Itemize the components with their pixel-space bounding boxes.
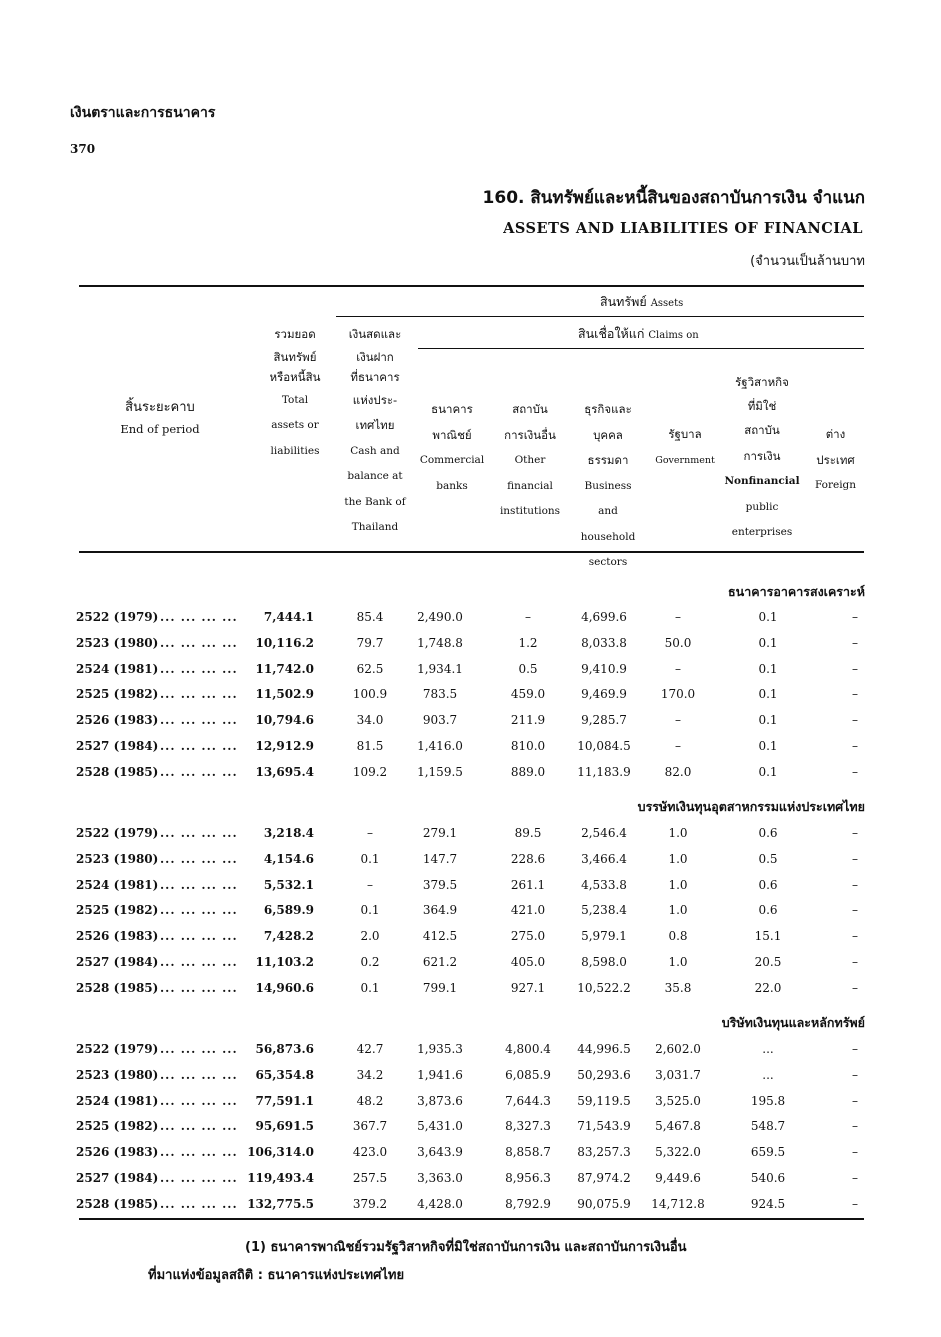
business-cell: 2,546.4	[581, 826, 627, 840]
nfpe-cell: 0.6	[758, 877, 778, 892]
nfpe-cell: 0.1	[758, 764, 778, 779]
commercial-cell: 5,431.0	[417, 1119, 463, 1134]
business-cell: 90,075.9	[577, 1196, 631, 1211]
period-cell: 2524 (1981)	[76, 1093, 159, 1108]
total-cell: 5,532.1	[263, 877, 314, 892]
total-cell: 4,154.6	[263, 851, 314, 866]
cash-cell: 34.2	[356, 1067, 384, 1082]
government-cell: 1.0	[668, 826, 688, 840]
commercial-cell: 621.2	[422, 955, 458, 969]
government-cell: 50.0	[664, 635, 692, 650]
business-cell: 5,238.4	[581, 903, 627, 918]
cash-cell: 109.2	[352, 764, 388, 779]
foreign-cell: –	[852, 929, 858, 944]
total-cell: 11,103.2	[255, 955, 314, 969]
table-row	[0, 1119, 941, 1139]
government-cell: 82.0	[664, 764, 692, 779]
table-row	[0, 687, 941, 707]
business-cell: 83,257.3	[577, 1145, 631, 1160]
total-cell: 77,591.1	[255, 1093, 314, 1108]
foreign-cell: –	[852, 610, 858, 624]
table-row	[0, 826, 941, 846]
business-cell: 9,285.7	[581, 713, 627, 728]
cash-cell: 48.2	[356, 1093, 384, 1108]
cash-cell: –	[367, 877, 373, 892]
cash-cell: 0.2	[360, 955, 380, 969]
leader-dots: ... ... ... ...	[160, 661, 238, 676]
cash-cell: 100.9	[352, 687, 388, 702]
foreign-cell: –	[852, 1042, 858, 1056]
other-fi-cell: 405.0	[510, 955, 546, 969]
other-fi-cell: 8,858.7	[505, 1145, 551, 1160]
nfpe-cell: 195.8	[750, 1093, 786, 1108]
table-row	[0, 1068, 941, 1088]
period-cell: 2522 (1979)	[76, 610, 159, 624]
period-cell: 2524 (1981)	[76, 661, 159, 676]
cash-cell: 0.1	[360, 980, 380, 995]
foreign-cell: –	[852, 851, 858, 866]
period-cell: 2526 (1983)	[76, 713, 159, 728]
government-cell: 1.0	[668, 955, 688, 969]
government-cell: 3,031.7	[655, 1067, 701, 1082]
total-cell: 95,691.5	[255, 1119, 314, 1134]
table-row	[0, 713, 941, 733]
other-fi-cell: 810.0	[510, 739, 546, 753]
period-cell: 2528 (1985)	[76, 764, 159, 779]
other-fi-cell: 6,085.9	[505, 1067, 551, 1082]
government-header: รัฐบาล Government	[655, 427, 715, 466]
other-fi-cell: 8,327.3	[505, 1119, 551, 1134]
nfpe-cell: ...	[762, 1067, 774, 1082]
foreign-cell: –	[852, 713, 858, 728]
other-fi-cell: 421.0	[510, 903, 546, 918]
book-title: เงินตราและการธนาคาร	[70, 105, 216, 121]
period-cell: 2525 (1982)	[76, 903, 159, 918]
commercial-cell: 412.5	[422, 929, 458, 944]
government-cell: 5,322.0	[655, 1145, 701, 1160]
period-cell: 2524 (1981)	[76, 877, 159, 892]
nfpe-cell: 0.5	[758, 851, 778, 866]
nfpe-cell: 540.6	[750, 1171, 786, 1185]
total-cell: 56,873.6	[255, 1042, 314, 1056]
table-row	[0, 610, 941, 630]
foreign-cell: –	[852, 1196, 858, 1211]
table-row	[0, 903, 941, 923]
total-cell: 6,589.9	[263, 903, 314, 918]
period-cell: 2523 (1980)	[76, 1067, 159, 1082]
table-row	[0, 1197, 941, 1217]
total-cell: 14,960.6	[255, 980, 314, 995]
cash-cell: 367.7	[352, 1119, 388, 1134]
government-cell: –	[675, 713, 681, 728]
other-fi-cell: 889.0	[510, 764, 546, 779]
leader-dots: ... ... ... ...	[160, 1119, 238, 1134]
government-cell: 3,525.0	[655, 1093, 701, 1108]
table-row	[0, 929, 941, 949]
table-row	[0, 878, 941, 898]
business-cell: 87,974.2	[577, 1171, 631, 1185]
leader-dots: ... ... ... ...	[160, 739, 238, 753]
foreign-cell: –	[852, 635, 858, 650]
business-cell: 71,543.9	[577, 1119, 631, 1134]
business-cell: 59,119.5	[577, 1093, 631, 1108]
nfpe-cell: 0.6	[758, 826, 778, 840]
foreign-cell: –	[852, 764, 858, 779]
nfpe-cell: 924.5	[750, 1196, 786, 1211]
commercial-cell: 1,748.8	[417, 635, 463, 650]
other-fi-cell: 261.1	[510, 877, 546, 892]
nfpe-cell: 0.1	[758, 739, 778, 753]
nfpe-cell: 0.6	[758, 903, 778, 918]
other-fi-cell: 211.9	[510, 713, 546, 728]
section-title-finance-companies: บริษัทเงินทุนและหลักทรัพย์	[721, 1015, 865, 1030]
leader-dots: ... ... ... ...	[160, 903, 238, 918]
foreign-cell: –	[852, 661, 858, 676]
table-top-rule	[79, 285, 864, 287]
period-cell: 2525 (1982)	[76, 1119, 159, 1134]
other-fi-cell: 459.0	[510, 687, 546, 702]
claims-underline	[418, 348, 864, 349]
business-cell: 9,469.9	[581, 687, 627, 702]
government-cell: 1.0	[668, 851, 688, 866]
foreign-cell: –	[852, 903, 858, 918]
total-cell: 10,116.2	[255, 635, 314, 650]
nfpe-cell: ...	[762, 1042, 774, 1056]
cash-cell: 85.4	[356, 610, 384, 624]
commercial-cell: 379.5	[422, 877, 458, 892]
period-cell: 2525 (1982)	[76, 687, 159, 702]
table-row	[0, 765, 941, 785]
table-row	[0, 981, 941, 1001]
total-cell: 12,912.9	[255, 739, 314, 753]
cash-cell: 79.7	[356, 635, 384, 650]
commercial-header: ธนาคาร พาณิชย์ Commercial banks	[419, 402, 485, 492]
government-cell: 2,602.0	[655, 1042, 701, 1056]
leader-dots: ... ... ... ...	[160, 980, 238, 995]
leader-dots: ... ... ... ...	[160, 713, 238, 728]
total-cell: 10,794.6	[255, 713, 314, 728]
period-cell: 2523 (1980)	[76, 851, 159, 866]
government-cell: 14,712.8	[651, 1196, 705, 1211]
total-cell: 132,775.5	[247, 1196, 314, 1211]
total-cell: 13,695.4	[255, 764, 314, 779]
table-title-english: ASSETS AND LIABILITIES OF FINANCIAL	[503, 220, 863, 237]
table-row	[0, 1042, 941, 1062]
nfpe-header: รัฐวิสาหกิจ ที่มิใช่ สถาบัน การเงิน Nonfinancial public enterprises	[724, 375, 800, 538]
leader-dots: ... ... ... ...	[160, 1093, 238, 1108]
commercial-cell: 783.5	[422, 687, 458, 702]
foreign-cell: –	[852, 1067, 858, 1082]
table-row	[0, 852, 941, 872]
other-fi-cell: 275.0	[510, 929, 546, 944]
nfpe-cell: 0.1	[758, 713, 778, 728]
other-fi-cell: 1.2	[518, 635, 538, 650]
other-fi-header: สถาบัน การเงินอื่น Other financial institutions	[499, 402, 561, 517]
commercial-cell: 799.1	[422, 980, 458, 995]
page-number: 370	[70, 142, 96, 156]
business-cell: 8,598.0	[581, 955, 627, 969]
commercial-cell: 3,363.0	[417, 1171, 463, 1185]
government-cell: 5,467.8	[655, 1119, 701, 1134]
table-row	[0, 739, 941, 759]
business-cell: 44,996.5	[577, 1042, 631, 1056]
business-cell: 3,466.4	[581, 851, 627, 866]
commercial-cell: 1,941.6	[417, 1067, 463, 1082]
leader-dots: ... ... ... ...	[160, 687, 238, 702]
leader-dots: ... ... ... ...	[160, 826, 238, 840]
business-cell: 50,293.6	[577, 1067, 631, 1082]
nfpe-cell: 659.5	[750, 1145, 786, 1160]
leader-dots: ... ... ... ...	[160, 1171, 238, 1185]
assets-underline	[336, 316, 864, 317]
period-cell: 2527 (1984)	[76, 739, 159, 753]
foreign-cell: –	[852, 1171, 858, 1185]
cash-cell: 257.5	[352, 1171, 388, 1185]
period-cell: 2526 (1983)	[76, 929, 159, 944]
commercial-cell: 903.7	[422, 713, 458, 728]
business-cell: 4,699.6	[581, 610, 627, 624]
total-cell: 7,444.1	[263, 610, 314, 624]
nfpe-cell: 548.7	[750, 1119, 786, 1134]
government-cell: –	[675, 661, 681, 676]
assets-header: สินทรัพย์ Assets	[600, 294, 684, 309]
business-cell: 10,522.2	[577, 980, 631, 995]
cash-cell: –	[367, 826, 373, 840]
commercial-cell: 1,935.3	[417, 1042, 463, 1056]
other-fi-cell: 927.1	[510, 980, 546, 995]
leader-dots: ... ... ... ...	[160, 1042, 238, 1056]
leader-dots: ... ... ... ...	[160, 929, 238, 944]
total-cell: 106,314.0	[247, 1145, 314, 1160]
leader-dots: ... ... ... ...	[160, 1145, 238, 1160]
period-cell: 2522 (1979)	[76, 1042, 159, 1056]
header-bottom-rule	[79, 551, 864, 553]
foreign-cell: –	[852, 1145, 858, 1160]
foreign-cell: –	[852, 739, 858, 753]
government-cell: 35.8	[664, 980, 692, 995]
footnote: (1) ธนาคารพาณิชย์รวมรัฐวิสาหกิจที่มิใช่สถาบันการเงิน และสถาบันการเงินอื่น	[245, 1240, 687, 1255]
other-fi-cell: 0.5	[518, 661, 538, 676]
government-cell: 170.0	[660, 687, 696, 702]
source-note: ที่มาแห่งข้อมูลสถิติ : ธนาคารแห่งประเทศไทย	[148, 1268, 405, 1283]
nfpe-cell: 0.1	[758, 635, 778, 650]
cash-cell: 423.0	[352, 1145, 388, 1160]
table-row	[0, 1094, 941, 1114]
commercial-cell: 1,416.0	[417, 739, 463, 753]
commercial-cell: 364.9	[422, 903, 458, 918]
table-title-thai: 160. สินทรัพย์และหนี้สินของสถาบันการเงิน จำแนก	[482, 188, 865, 208]
nfpe-cell: 22.0	[754, 980, 782, 995]
government-cell: 1.0	[668, 877, 688, 892]
commercial-cell: 3,643.9	[417, 1145, 463, 1160]
foreign-cell: –	[852, 826, 858, 840]
leader-dots: ... ... ... ...	[160, 851, 238, 866]
cash-cell: 0.1	[360, 851, 380, 866]
table-row	[0, 662, 941, 682]
nfpe-cell: 20.5	[754, 955, 782, 969]
government-cell: 0.8	[668, 929, 688, 944]
leader-dots: ... ... ... ...	[160, 877, 238, 892]
government-cell: –	[675, 610, 681, 624]
foreign-cell: –	[852, 687, 858, 702]
nfpe-cell: 0.1	[758, 661, 778, 676]
total-cell: 65,354.8	[255, 1067, 314, 1082]
period-cell: 2527 (1984)	[76, 1171, 159, 1185]
business-cell: 9,410.9	[581, 661, 627, 676]
period-cell: 2527 (1984)	[76, 955, 159, 969]
total-header: รวมยอด สินทรัพย์ หรือหนี้สิน Total assets or liabilities	[269, 327, 321, 457]
nfpe-cell: 15.1	[754, 929, 782, 944]
leader-dots: ... ... ... ...	[160, 635, 238, 650]
government-cell: –	[675, 739, 681, 753]
cash-cell: 2.0	[360, 929, 380, 944]
cash-cell: 81.5	[356, 739, 384, 753]
total-cell: 7,428.2	[263, 929, 314, 944]
section-title-ghb: ธนาคารอาคารสงเคราะห์	[728, 584, 865, 599]
cash-cell: 34.0	[356, 713, 384, 728]
business-cell: 11,183.9	[577, 764, 631, 779]
leader-dots: ... ... ... ...	[160, 955, 238, 969]
foreign-header: ต่าง ประเทศ Foreign	[814, 427, 857, 491]
commercial-cell: 1,159.5	[417, 764, 463, 779]
other-fi-cell: 8,792.9	[505, 1196, 551, 1211]
foreign-cell: –	[852, 980, 858, 995]
commercial-cell: 279.1	[422, 826, 458, 840]
commercial-cell: 147.7	[422, 851, 458, 866]
total-cell: 11,502.9	[255, 687, 314, 702]
unit-note: (จำนวนเป็นล้านบาท	[750, 254, 865, 269]
cash-cell: 42.7	[356, 1042, 384, 1056]
government-cell: 9,449.6	[655, 1171, 701, 1185]
other-fi-cell: 228.6	[510, 851, 546, 866]
total-cell: 11,742.0	[255, 661, 314, 676]
period-header: สิ้นระยะคาบ End of period	[120, 400, 200, 436]
cash-header: เงินสดและ เงินฝาก ที่ธนาคาร แห่งประ- เทศไทย Cash and balance at the Bank of Thailand	[344, 327, 406, 533]
other-fi-cell: 7,644.3	[505, 1093, 551, 1108]
total-cell: 119,493.4	[247, 1171, 314, 1185]
period-cell: 2523 (1980)	[76, 635, 159, 650]
leader-dots: ... ... ... ...	[160, 764, 238, 779]
leader-dots: ... ... ... ...	[160, 1067, 238, 1082]
table-row	[0, 636, 941, 656]
table-row	[0, 955, 941, 975]
nfpe-cell: 0.1	[758, 610, 778, 624]
business-cell: 8,033.8	[581, 635, 627, 650]
cash-cell: 62.5	[356, 661, 384, 676]
foreign-cell: –	[852, 1093, 858, 1108]
cash-cell: 0.1	[360, 903, 380, 918]
period-cell: 2528 (1985)	[76, 980, 159, 995]
commercial-cell: 4,428.0	[417, 1196, 463, 1211]
total-cell: 3,218.4	[263, 826, 314, 840]
foreign-cell: –	[852, 877, 858, 892]
business-cell: 5,979.1	[581, 929, 627, 944]
foreign-cell: –	[852, 955, 858, 969]
period-cell: 2528 (1985)	[76, 1196, 159, 1211]
commercial-cell: 3,873.6	[417, 1093, 463, 1108]
nfpe-cell: 0.1	[758, 687, 778, 702]
table-bottom-rule	[79, 1218, 864, 1220]
table-row	[0, 1171, 941, 1191]
period-cell: 2522 (1979)	[76, 826, 159, 840]
section-title-ifct: บรรษัทเงินทุนอุตสาหกรรมแห่งประเทศไทย	[637, 799, 865, 814]
business-header: ธุรกิจและ บุคคล ธรรมดา Business and household sectors	[580, 402, 636, 568]
period-cell: 2526 (1983)	[76, 1145, 159, 1160]
government-cell: 1.0	[668, 903, 688, 918]
cash-cell: 379.2	[352, 1196, 388, 1211]
leader-dots: ... ... ... ...	[160, 610, 238, 624]
business-cell: 4,533.8	[581, 877, 627, 892]
other-fi-cell: 89.5	[514, 826, 542, 840]
commercial-cell: 1,934.1	[417, 661, 463, 676]
commercial-cell: 2,490.0	[417, 610, 463, 624]
leader-dots: ... ... ... ...	[160, 1196, 238, 1211]
other-fi-cell: 4,800.4	[505, 1042, 551, 1056]
claims-header: สินเชื่อให้แก่ Claims on	[578, 326, 699, 341]
other-fi-cell: 8,956.3	[505, 1171, 551, 1185]
foreign-cell: –	[852, 1119, 858, 1134]
business-cell: 10,084.5	[577, 739, 631, 753]
other-fi-cell: –	[525, 610, 531, 624]
table-row	[0, 1145, 941, 1165]
